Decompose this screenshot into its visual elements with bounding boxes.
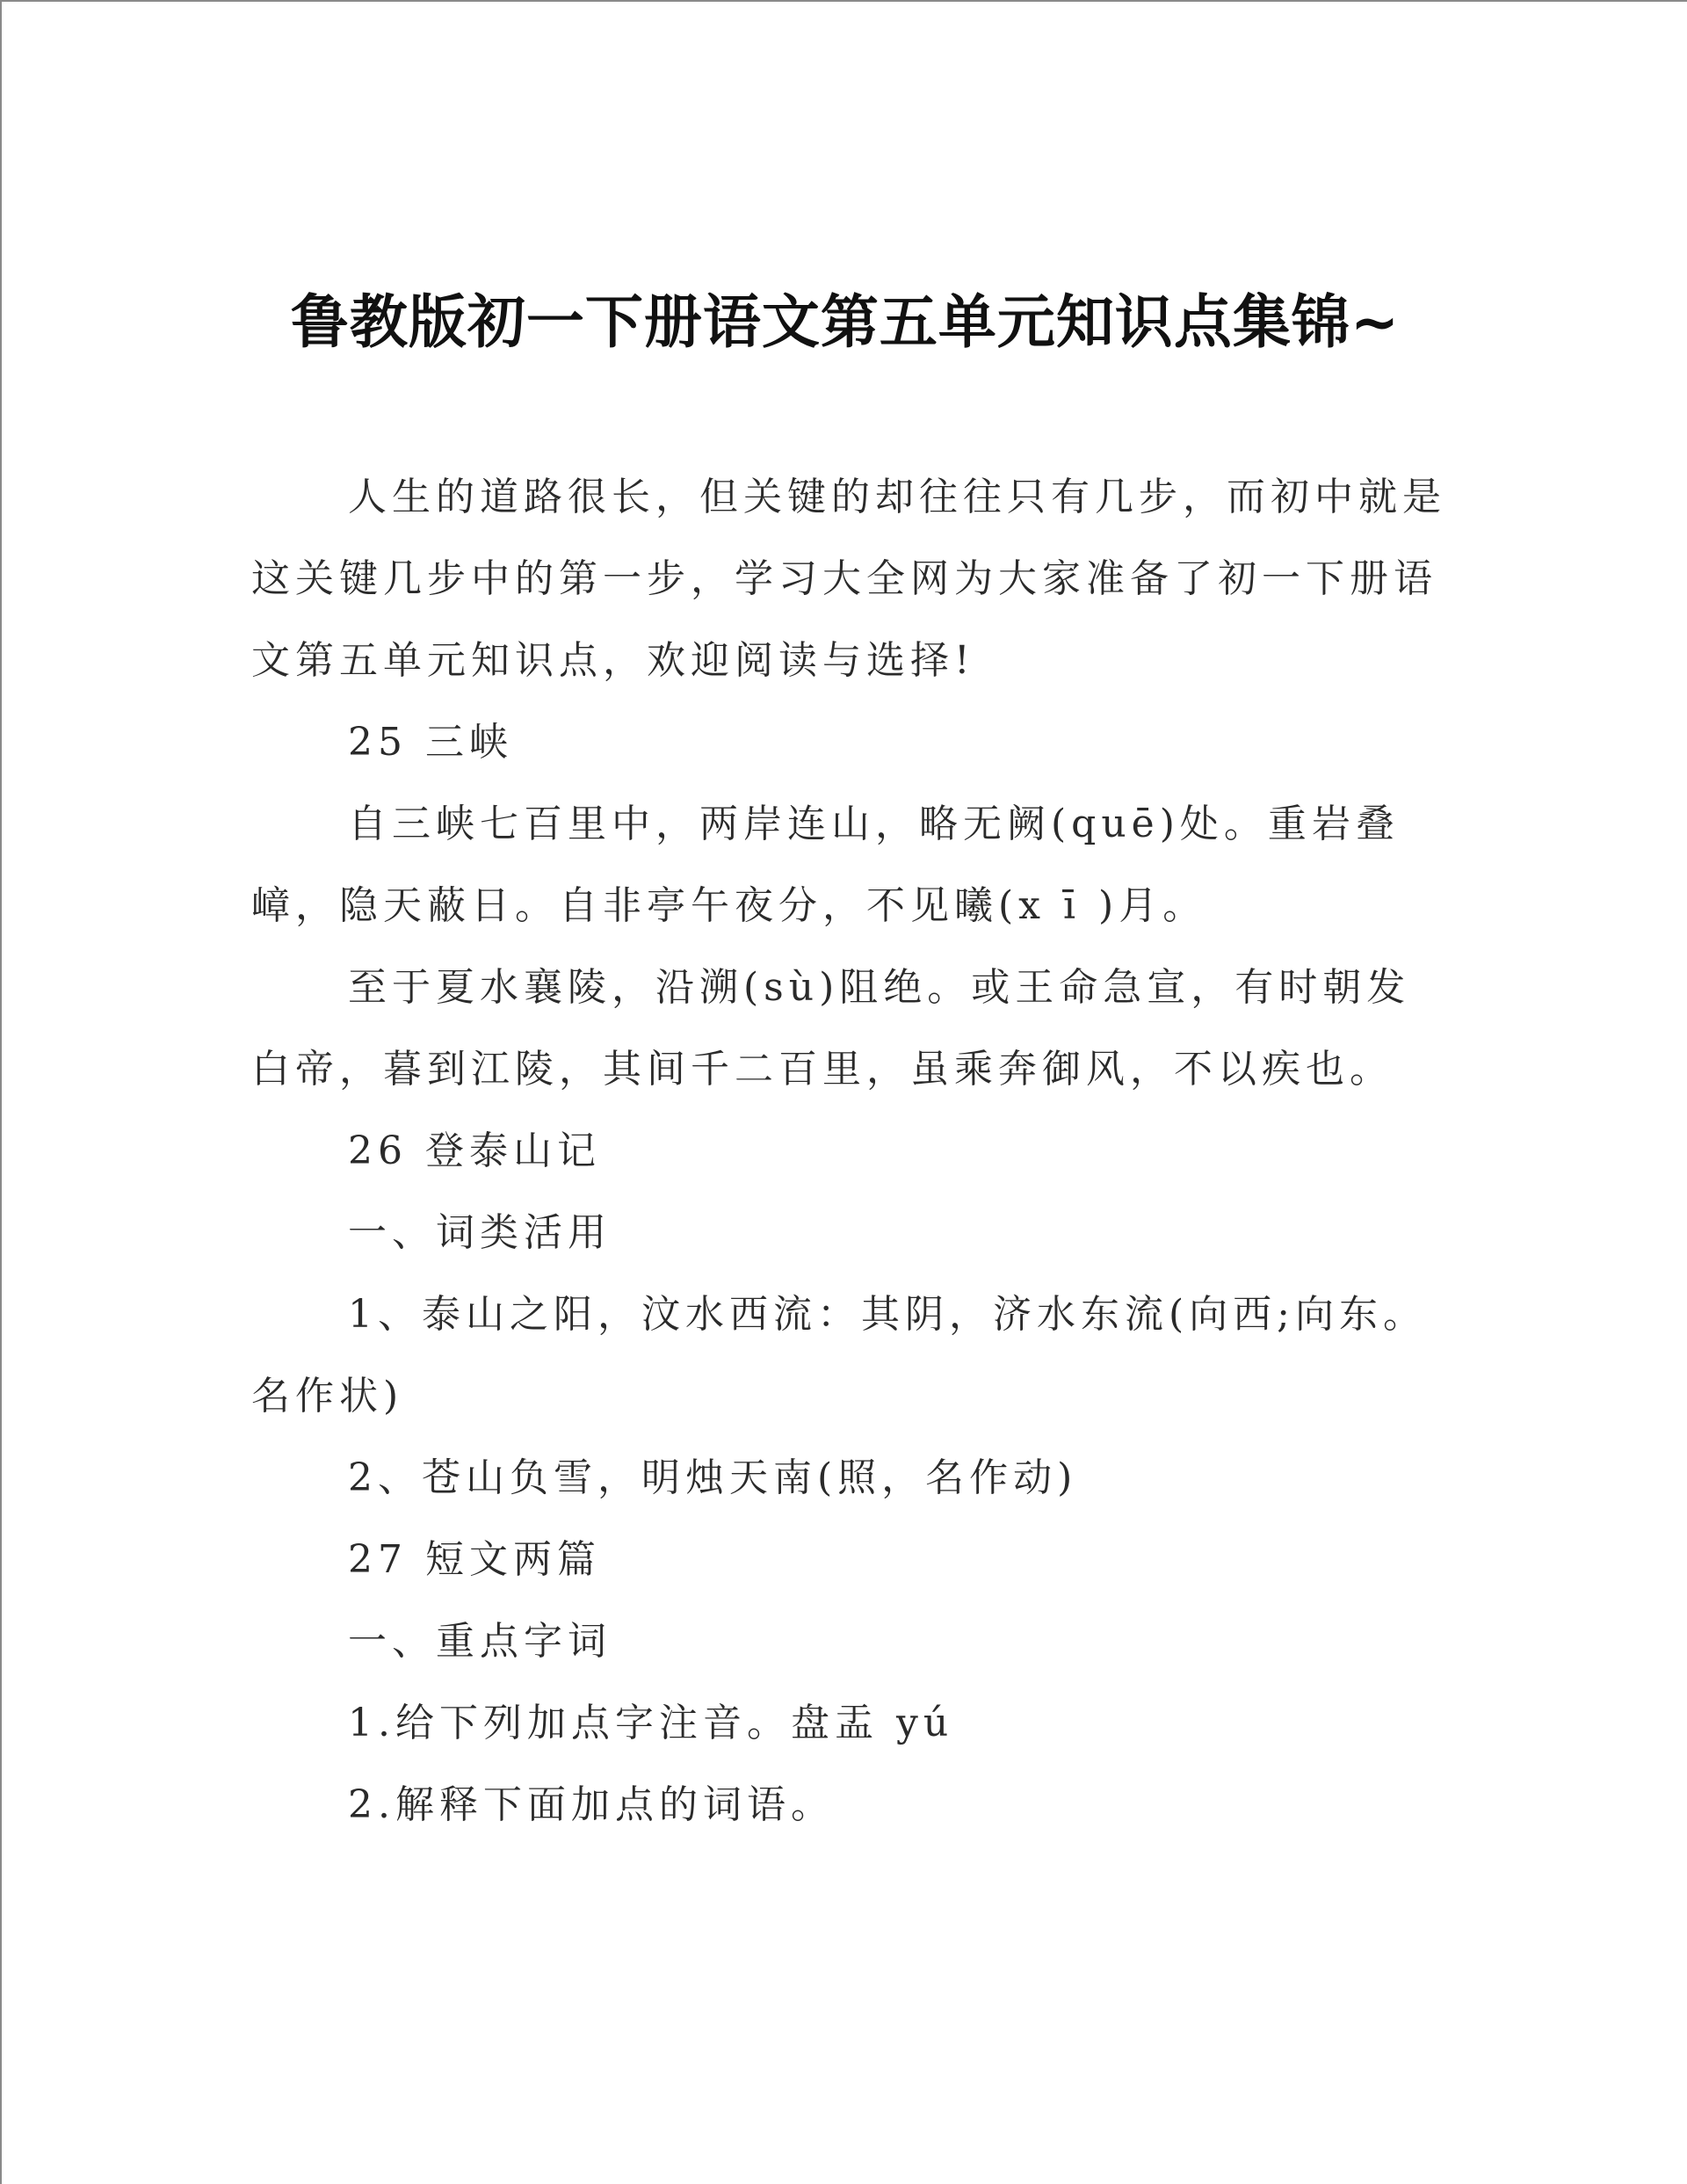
taishan-item-2: 2、苍山负雪，明烛天南(照，名作动) xyxy=(348,1455,1078,1500)
document-title: 鲁教版初一下册语文第五单元知识点集锦~ xyxy=(290,288,1401,356)
document-body xyxy=(251,456,1446,1846)
section-heading-taishan: 26 登泰山记 xyxy=(348,1128,601,1173)
sanxia-paragraph-1: 自三峡七百里中，两岸连山，略无阙(quē)处。重岩叠嶂，隐天蔽日。自非亭午夜分，不见曦(x ī )月。 xyxy=(251,802,1400,928)
duanwen-item-2: 2.解释下面加点的词语。 xyxy=(348,1782,835,1827)
intro-paragraph: 人生的道路很长，但关键的却往往只有几步，而初中就是这关键几步中的第一步，学习大全网为大家准备了初一下册语文第五单元知识点，欢迎阅读与选择! xyxy=(251,475,1446,683)
taishan-item-1: 1、泰山之阳，汶水西流：其阴，济水东流(向西;向东。名作状) xyxy=(251,1292,1427,1419)
section-heading-sanxia: 25 三峡 xyxy=(348,720,513,765)
subheading-word-class: 一、词类活用 xyxy=(348,1210,612,1255)
sanxia-paragraph-2: 至于夏水襄陵，沿溯(sù)阻绝。或王命急宣，有时朝发白帝，暮到江陵，其间千二百里，虽乘奔御风，不以疾也。 xyxy=(251,965,1411,1092)
subheading-key-words: 一、重点字词 xyxy=(348,1619,612,1664)
section-heading-duanwen: 27 短文两篇 xyxy=(348,1537,601,1582)
duanwen-item-1: 1.给下列加点字注音。盘盂 yú xyxy=(348,1701,954,1745)
